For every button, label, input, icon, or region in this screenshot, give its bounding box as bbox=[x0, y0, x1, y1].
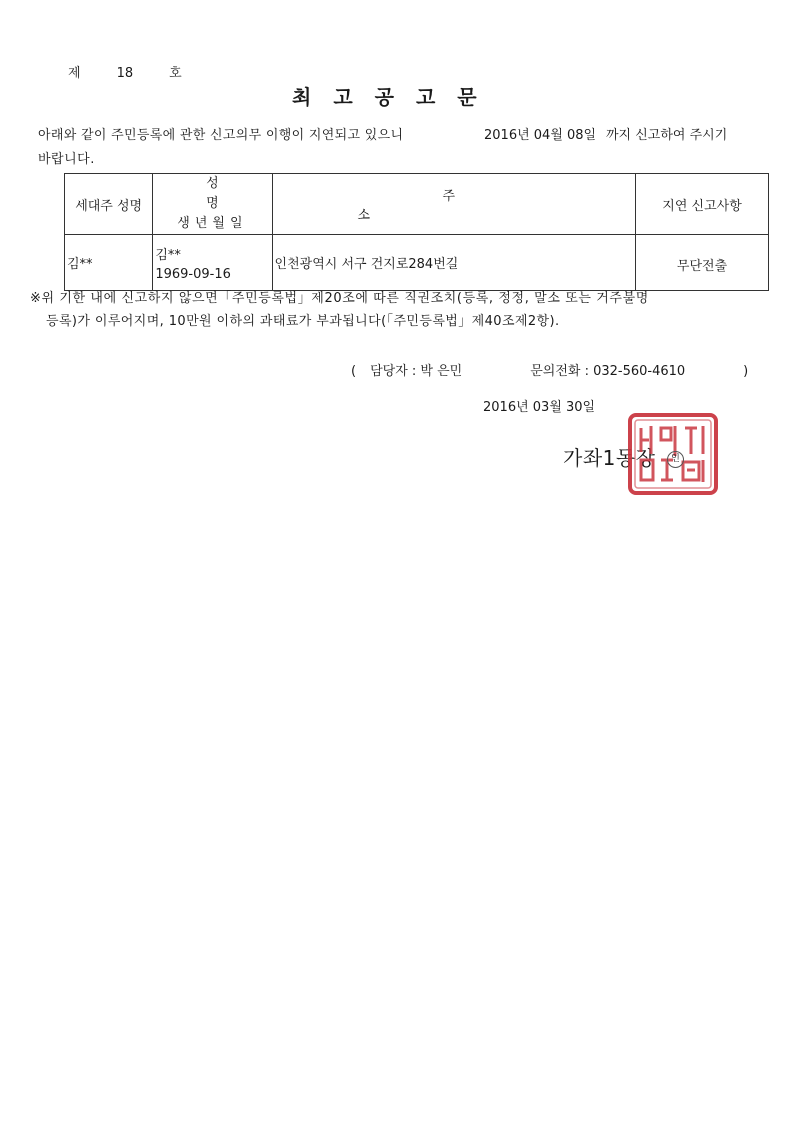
intro-line2: 바랍니다. bbox=[38, 152, 95, 167]
cell-delay-item bbox=[636, 235, 769, 291]
contact-close-paren: ) bbox=[743, 364, 749, 379]
intro-line1: 아래와 같이 주민등록에 관한 신고의무 이행이 지연되고 있으니 bbox=[38, 128, 404, 143]
header-name-birthdate bbox=[153, 174, 272, 235]
page-title: 최고공고문 bbox=[292, 85, 499, 109]
table-row bbox=[65, 235, 769, 291]
contact-manager: 담당자 : 박 은민 bbox=[370, 364, 463, 379]
issue-date: 2016년 03월 30일 bbox=[483, 400, 596, 415]
header-name: 성명 bbox=[206, 176, 259, 211]
notice-line1: ※위 기한 내에 신고하지 않으면「주민등록법」제20조에 따른 직권조치(등록, 정정, 말소 또는 거주불명 bbox=[30, 291, 649, 306]
header-birthdate: 생년월일 bbox=[177, 216, 248, 231]
doc-number-prefix: 제 bbox=[68, 66, 81, 81]
issuer-office: 가좌1동장 bbox=[563, 446, 656, 470]
cell-householder bbox=[65, 235, 153, 291]
header-address-label: 주소 bbox=[357, 189, 636, 223]
document-number bbox=[68, 62, 182, 81]
delay-item-value: 무단전출 bbox=[676, 259, 728, 274]
doc-number-suffix: 호 bbox=[169, 66, 182, 81]
contact-open-paren: ( bbox=[351, 364, 357, 379]
header-address bbox=[272, 174, 636, 235]
address-value: 인천광역시 서구 건지로284번길 bbox=[274, 257, 459, 272]
seal-mark-icon: 인 bbox=[667, 451, 684, 468]
header-householder: 세대주 성명 bbox=[65, 174, 153, 235]
person-birthdate: 1969-09-16 bbox=[155, 266, 231, 282]
cell-name-birthdate bbox=[153, 235, 272, 291]
notice-line2: 등록)가 이루어지며, 10만원 이하의 과태료가 부과됩니다(「주민등록법」제40조제2항). bbox=[46, 314, 560, 329]
contact-line bbox=[351, 360, 748, 379]
intro-line1-rest: 까지 신고하여 주시기 bbox=[606, 128, 728, 143]
table-header-row bbox=[65, 174, 769, 235]
cell-address bbox=[272, 235, 636, 291]
person-name: 김** bbox=[155, 247, 181, 263]
intro-deadline: 2016년 04월 08일 bbox=[484, 128, 597, 143]
contact-phone: 문의전화 : 032-560-4610 bbox=[530, 364, 686, 379]
report-table bbox=[64, 173, 769, 291]
header-delay-items: 지연 신고사항 bbox=[636, 174, 769, 235]
doc-number-value: 18 bbox=[116, 66, 134, 81]
householder-name: 김** bbox=[67, 257, 93, 272]
